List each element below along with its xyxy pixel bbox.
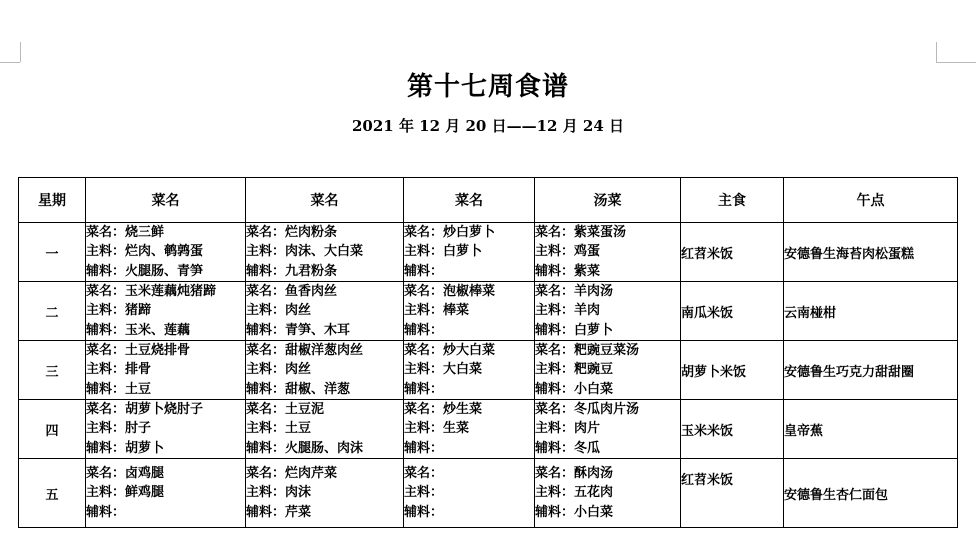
dish-cell bbox=[86, 282, 246, 341]
dish-main: 主料：排骨 bbox=[86, 362, 152, 378]
soup-name: 菜名：酥肉汤 bbox=[535, 466, 614, 482]
dish-main: 主料：棒菜 bbox=[404, 303, 470, 319]
soup-name: 菜名：紫菜蛋汤 bbox=[535, 225, 627, 241]
dish-cell bbox=[86, 341, 246, 400]
dish-cell bbox=[86, 459, 246, 528]
crop-mark-left-vertical bbox=[20, 42, 21, 62]
dish-side: 辅料： bbox=[404, 263, 444, 279]
table-row bbox=[19, 282, 958, 341]
crop-mark-right-vertical bbox=[936, 42, 937, 62]
header-weekday: 星期 bbox=[19, 178, 86, 223]
table-row bbox=[19, 223, 958, 282]
header-staple: 主食 bbox=[681, 178, 784, 223]
dish-side: 辅料：玉米、莲藕 bbox=[86, 322, 191, 338]
dish-side: 辅料：火腿肠、青笋 bbox=[86, 263, 204, 279]
table-row bbox=[19, 341, 958, 400]
snack-cell: 安德鲁生巧克力甜甜圈 bbox=[784, 341, 958, 400]
soup-main: 主料：粑豌豆 bbox=[535, 362, 614, 378]
header-snack: 午点 bbox=[784, 178, 958, 223]
dish-cell bbox=[404, 459, 535, 528]
dish-side: 辅料：九君粉条 bbox=[246, 263, 338, 279]
weekday-cell: 三 bbox=[19, 341, 86, 400]
dish-main: 主料：大白菜 bbox=[404, 362, 483, 378]
dish-side: 辅料： bbox=[404, 504, 444, 520]
dish-main: 主料：肘子 bbox=[86, 421, 152, 437]
weekday-cell: 五 bbox=[19, 459, 86, 528]
crop-mark-right-horizontal bbox=[936, 62, 976, 63]
dish-name: 菜名：烂肉粉条 bbox=[246, 225, 338, 241]
soup-side: 辅料：冬瓜 bbox=[535, 440, 601, 456]
table-row bbox=[19, 459, 958, 528]
dish-name: 菜名：玉米莲藕炖猪蹄 bbox=[86, 284, 217, 300]
weekday-cell: 一 bbox=[19, 223, 86, 282]
dish-cell bbox=[404, 282, 535, 341]
staple-cell: 红苕米饭 bbox=[681, 459, 784, 528]
dish-cell bbox=[404, 400, 535, 459]
staple-cell: 胡萝卜米饭 bbox=[681, 341, 784, 400]
dish-cell bbox=[246, 459, 404, 528]
dish-name: 菜名：炒大白菜 bbox=[404, 343, 496, 359]
dish-name: 菜名： bbox=[404, 466, 444, 482]
dish-name: 菜名：泡椒棒菜 bbox=[404, 284, 496, 300]
soup-cell bbox=[535, 282, 681, 341]
staple-cell: 南瓜米饭 bbox=[681, 282, 784, 341]
dish-main: 主料：生菜 bbox=[404, 421, 470, 437]
dish-side: 辅料： bbox=[404, 440, 444, 456]
weekday-cell: 二 bbox=[19, 282, 86, 341]
soup-name: 菜名：粑豌豆菜汤 bbox=[535, 343, 640, 359]
soup-main: 主料：羊肉 bbox=[535, 303, 601, 319]
table-row bbox=[19, 400, 958, 459]
snack-cell: 云南椪柑 bbox=[784, 282, 958, 341]
dish-main: 主料：肉丝 bbox=[246, 362, 312, 378]
dish-main: 主料：土豆 bbox=[246, 421, 312, 437]
dish-side: 辅料：火腿肠、肉沫 bbox=[246, 440, 364, 456]
header-soup: 汤菜 bbox=[535, 178, 681, 223]
soup-cell bbox=[535, 400, 681, 459]
soup-main: 主料：五花肉 bbox=[535, 485, 614, 501]
staple-cell: 红苕米饭 bbox=[681, 223, 784, 282]
dish-cell bbox=[86, 400, 246, 459]
soup-cell bbox=[535, 341, 681, 400]
header-row bbox=[19, 178, 958, 223]
staple-cell: 玉米米饭 bbox=[681, 400, 784, 459]
dish-name: 菜名：炒白萝卜 bbox=[404, 225, 496, 241]
dish-side: 辅料： bbox=[404, 322, 444, 338]
dish-side: 辅料：甜椒、洋葱 bbox=[246, 381, 351, 397]
dish-name: 菜名：胡萝卜烧肘子 bbox=[86, 402, 204, 418]
dish-name: 菜名：卤鸡腿 bbox=[86, 466, 165, 482]
dish-cell bbox=[246, 400, 404, 459]
snack-cell: 安德鲁生杏仁面包 bbox=[784, 459, 958, 528]
snack-cell: 安德鲁生海苔肉松蛋糕 bbox=[784, 223, 958, 282]
header-dish-2: 菜名 bbox=[246, 178, 404, 223]
soup-main: 主料：鸡蛋 bbox=[535, 244, 601, 260]
dish-name: 菜名：烂肉芹菜 bbox=[246, 466, 338, 482]
dish-side: 辅料：胡萝卜 bbox=[86, 440, 165, 456]
dish-side: 辅料：土豆 bbox=[86, 381, 152, 397]
dish-side: 辅料：芹菜 bbox=[246, 504, 312, 520]
soup-cell bbox=[535, 223, 681, 282]
dish-cell bbox=[246, 223, 404, 282]
header-dish-1: 菜名 bbox=[86, 178, 246, 223]
dish-main: 主料：白萝卜 bbox=[404, 244, 483, 260]
weekday-cell: 四 bbox=[19, 400, 86, 459]
soup-side: 辅料：小白菜 bbox=[535, 381, 614, 397]
dish-cell bbox=[246, 341, 404, 400]
menu-table bbox=[18, 177, 958, 528]
header-dish-3: 菜名 bbox=[404, 178, 535, 223]
dish-name: 菜名：烧三鲜 bbox=[86, 225, 165, 241]
dish-side: 辅料：青笋、木耳 bbox=[246, 322, 351, 338]
dish-side: 辅料： bbox=[404, 381, 444, 397]
dish-side: 辅料： bbox=[86, 504, 126, 520]
soup-cell bbox=[535, 459, 681, 528]
soup-side: 辅料：白萝卜 bbox=[535, 322, 614, 338]
dish-main: 主料：肉丝 bbox=[246, 303, 312, 319]
dish-name: 菜名：土豆泥 bbox=[246, 402, 325, 418]
soup-side: 辅料：小白菜 bbox=[535, 504, 614, 520]
date-range: 2021 年 12 月 20 日——12 月 24 日 bbox=[351, 117, 625, 135]
dish-name: 菜名：炒生菜 bbox=[404, 402, 483, 418]
soup-side: 辅料：紫菜 bbox=[535, 263, 601, 279]
dish-cell bbox=[246, 282, 404, 341]
dish-name: 菜名：甜椒洋葱肉丝 bbox=[246, 343, 364, 359]
soup-name: 菜名：冬瓜肉片汤 bbox=[535, 402, 640, 418]
soup-main: 主料：肉片 bbox=[535, 421, 601, 437]
dish-main: 主料：烂肉、鹌鹑蛋 bbox=[86, 244, 204, 260]
dish-main: 主料：猪蹄 bbox=[86, 303, 152, 319]
snack-cell: 皇帝蕉 bbox=[784, 400, 958, 459]
dish-name: 菜名：鱼香肉丝 bbox=[246, 284, 338, 300]
dish-main: 主料： bbox=[404, 485, 444, 501]
dish-main: 主料：肉沫 bbox=[246, 485, 312, 501]
dish-cell bbox=[404, 341, 535, 400]
dish-main: 主料：鲜鸡腿 bbox=[86, 485, 165, 501]
dish-main: 主料：肉沫、大白菜 bbox=[246, 244, 364, 260]
dish-name: 菜名：土豆烧排骨 bbox=[86, 343, 191, 359]
dish-cell bbox=[86, 223, 246, 282]
crop-mark-left-horizontal bbox=[0, 62, 20, 63]
soup-name: 菜名：羊肉汤 bbox=[535, 284, 614, 300]
dish-cell bbox=[404, 223, 535, 282]
page-title: 第十七周食谱 bbox=[406, 72, 569, 102]
